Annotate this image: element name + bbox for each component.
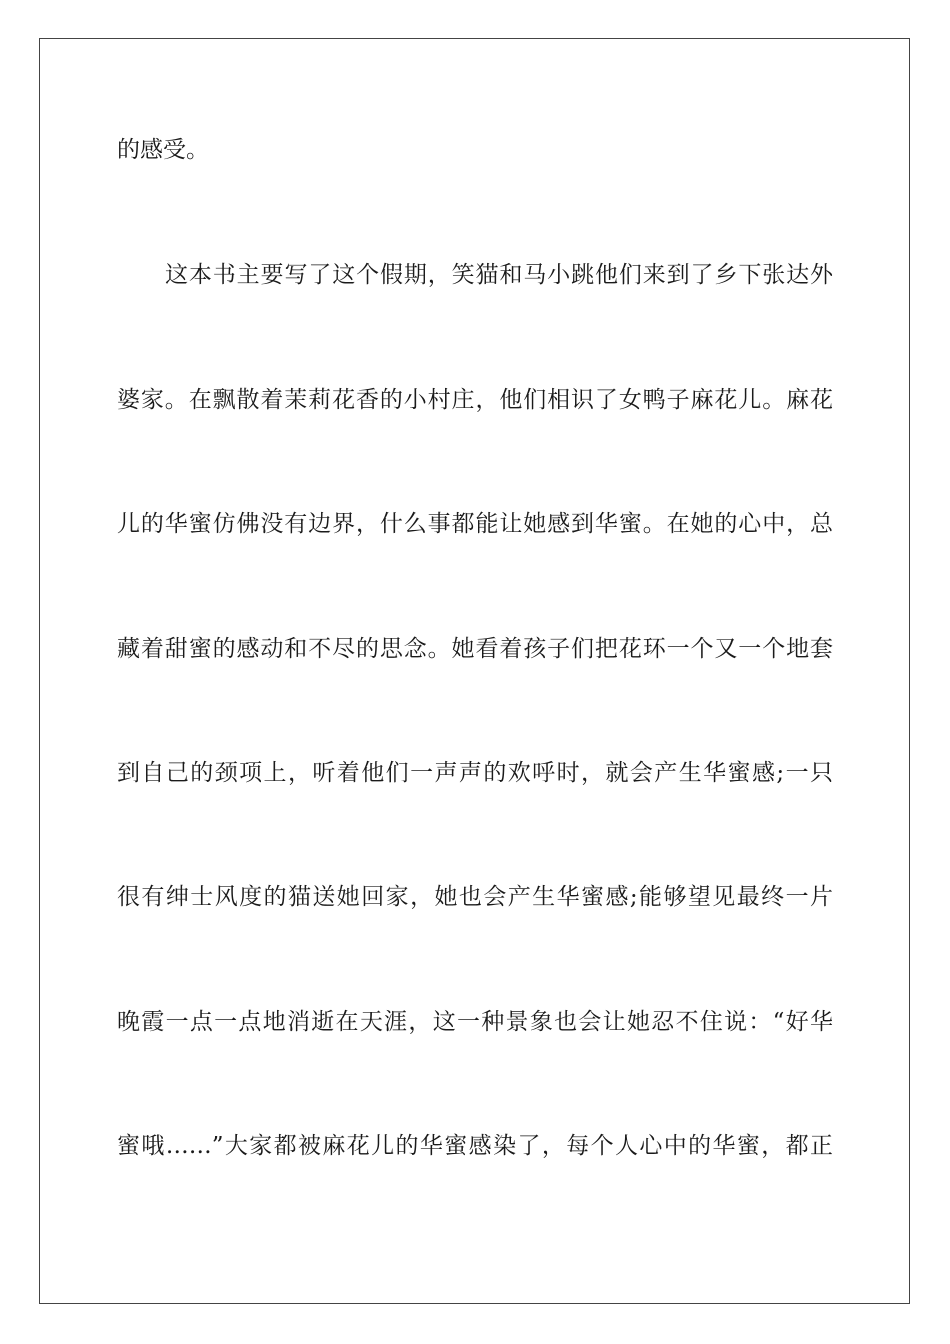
text-line-8: 晚霞一点一点地消逝在天涯，这一种景象也会让她忍不住说：“好华 <box>117 1009 833 1035</box>
text-line-5: 藏着甜蜜的感动和不尽的思念。她看着孩子们把花环一个又一个地套 <box>117 636 833 662</box>
page-border <box>39 38 910 1304</box>
text-line-9: 蜜哦……”大家都被麻花儿的华蜜感染了，每个人心中的华蜜，都正 <box>117 1133 833 1159</box>
text-line-6: 到自己的颈项上，听着他们一声声的欢呼时，就会产生华蜜感;一只 <box>117 760 833 786</box>
text-line-7: 很有绅士风度的猫送她回家，她也会产生华蜜感;能够望见最终一片 <box>117 884 833 910</box>
text-line-3: 婆家。在飘散着茉莉花香的小村庄，他们相识了女鸭子麻花儿。麻花 <box>117 387 833 413</box>
text-line-4: 儿的华蜜仿佛没有边界，什么事都能让她感到华蜜。在她的心中，总 <box>117 511 833 537</box>
text-line-1: 的感受。 <box>117 137 209 163</box>
text-line-2: 这本书主要写了这个假期，笑猫和马小跳他们来到了乡下张达外 <box>165 262 833 288</box>
